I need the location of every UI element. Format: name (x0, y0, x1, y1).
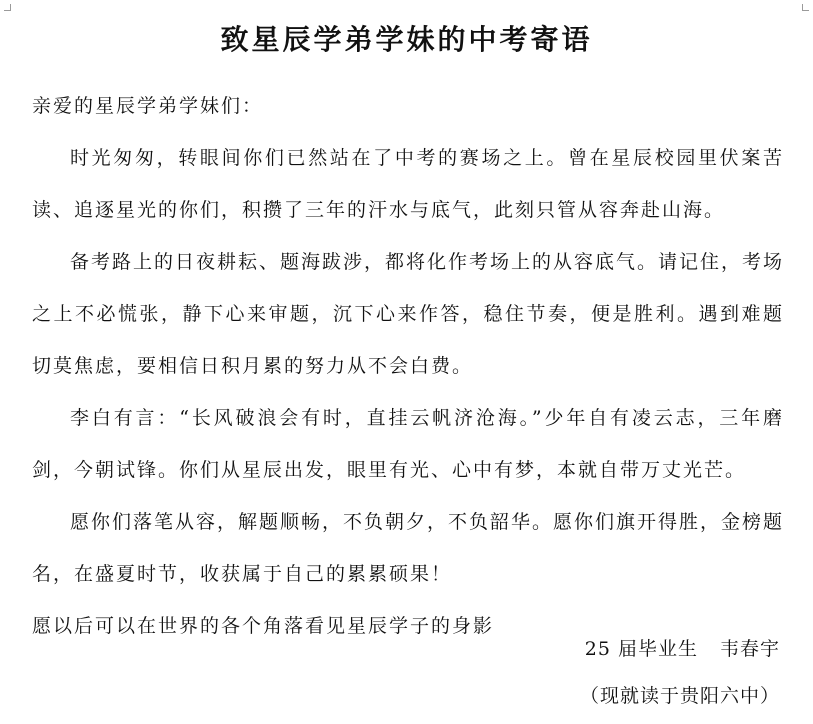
document-title: 致星辰学弟学妹的中考寄语 (220, 23, 593, 56)
paragraph-1: 时光匆匆，转眼间你们已然站在了中考的赛场之上。曾在星辰校园里伏案苦读、追逐星光的你们，积攒了三年的汗水与底气，此刻只管从容奔赴山海。 (32, 147, 784, 221)
page-corner-mark-right (802, 4, 809, 11)
author-name: 韦春宇 (719, 638, 780, 660)
letter-body (32, 80, 784, 652)
paragraph-3: 李白有言：“长风破浪会有时，直挂云帆济沧海。”少年自有凌云志，三年磨剑，今朝试锋。你们从星辰出发，眼里有光、心中有梦，本就自带万丈光芒。 (32, 407, 784, 481)
graduate-class: 25 届毕业生 (584, 638, 698, 660)
page-corner-mark-left (4, 4, 11, 11)
signature-line (0, 634, 780, 664)
paragraph-2: 备考路上的日夜耕耘、题海跋涉，都将化作考场上的从容底气。请记住，考场之上不必慌张，静下心来审题，沉下心来作答，稳住节奏，便是胜利。遇到难题切莫焦虑，要相信日积月累的努力从不会白费。 (32, 251, 785, 377)
closing-line: 愿以后可以在世界的各个角落看见星辰学子的身影 (32, 615, 495, 637)
current-school: （现就读于贵阳六中） (579, 685, 780, 707)
paragraph-4: 愿你们落笔从容，解题顺畅，不负朝夕，不负韶华。愿你们旗开得胜，金榜题名，在盛夏时节，收获属于自己的累累硕果！ (32, 511, 785, 585)
salutation: 亲爱的星辰学弟学妹们： (32, 95, 264, 117)
